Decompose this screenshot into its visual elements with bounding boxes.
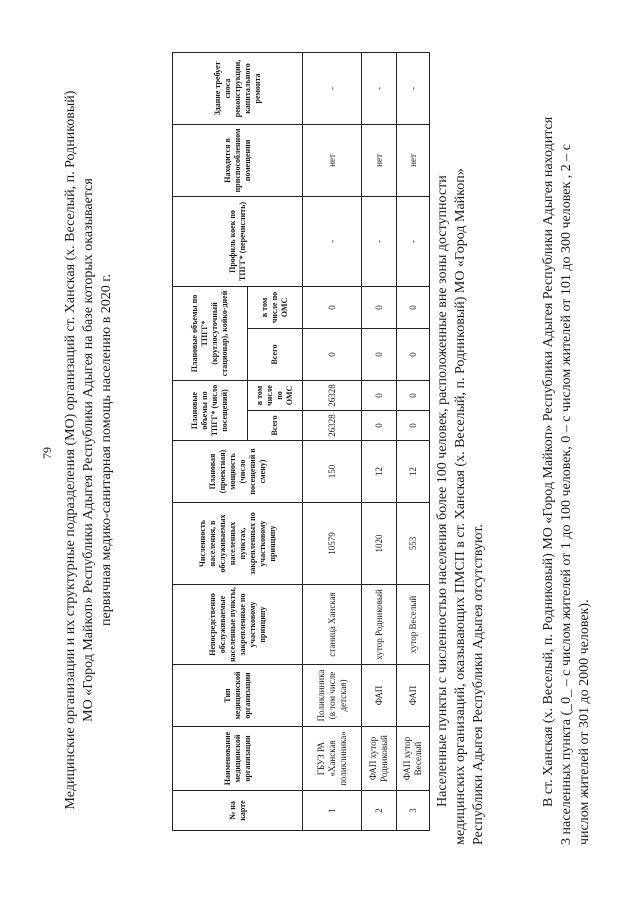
cell-adapted: нет: [303, 124, 362, 196]
header-beds-oms: в том числе по ОМС: [248, 286, 303, 328]
cell-visits-oms: 0: [362, 380, 397, 410]
header-num: № на карте: [173, 791, 303, 831]
cell-visits-total: 0: [397, 411, 430, 441]
header-visits-total: Всего: [248, 411, 303, 441]
cell-beds-oms: 0: [397, 286, 430, 328]
cell-beds-total: 0: [397, 328, 430, 380]
cell-beds-oms: 0: [303, 286, 362, 328]
medical-organizations-table: [172, 52, 430, 831]
header-profile: Профиль коек по ТПГГ* (перечислить): [173, 196, 303, 286]
cell-capacity: 12: [362, 441, 397, 503]
document-heading: [62, 65, 116, 835]
cell-population: 10579: [303, 503, 362, 585]
cell-capacity: 150: [303, 441, 362, 503]
paragraph-line: В ст. Ханская (х. Веселый, п. Родниковый) МО «Город Майкоп» Республики Адыгея Республики Адыгея находится: [541, 116, 556, 807]
cell-visits-oms: 26328: [303, 380, 362, 410]
header-capacity: Плановая (проектная) мощность (число посещений в смену): [173, 441, 303, 503]
paragraph-settlements: [540, 55, 594, 845]
table-row: [397, 52, 430, 830]
table-header-row: [173, 52, 248, 830]
cell-type: ФАП: [397, 665, 430, 727]
header-adapted: Находится в приспособленном помещении: [173, 124, 303, 196]
header-name: Наименование медицинской организации: [173, 727, 303, 791]
cell-name: ФАП хутор Веселый: [397, 727, 430, 791]
cell-population: 1020: [362, 503, 397, 585]
cell-repair: -: [397, 52, 430, 124]
cell-repair: -: [362, 52, 397, 124]
paragraph-line: 3 населенных пункта (_0_ – с числом жителей от 1 до 100 человек, 0 – с числом жителей от 101 до 300 человек , 2 – с: [559, 143, 574, 845]
cell-type: Поликлиника (в том числе детская): [303, 665, 362, 727]
cell-visits-total: 26328: [303, 411, 362, 441]
cell-num: 3: [397, 791, 430, 831]
header-visits-group: Плановые объемы по ТПГГ* (число посещений): [173, 380, 248, 440]
cell-places: хутор Веселый: [397, 585, 430, 665]
paragraph-line: медицинских организаций, оказывающих ПМСП в ст. Ханская (х. Веселый, п. Родниковый) МО «Город Майкоп»: [453, 168, 468, 845]
cell-name: ФАП хутор Родниковый: [362, 727, 397, 791]
cell-profile: -: [303, 196, 362, 286]
table-row: [362, 52, 397, 830]
cell-name: ГБУЗ РА «Ханская поликлиника»: [303, 727, 362, 791]
cell-type: ФАП: [362, 665, 397, 727]
heading-line: МО «Город Майкоп» Республики Адыгея Республики Адыгея на базе которых оказывается: [81, 178, 96, 722]
cell-places: хутор Родниковый: [362, 585, 397, 665]
page-number: 79: [40, 447, 54, 459]
cell-adapted: нет: [397, 124, 430, 196]
paragraph-line: Республики Адыгея Республики Адыгея отсутствуют.: [471, 524, 486, 845]
heading-line: первичная медико-санитарная помощь населению в 2020 г.: [99, 274, 114, 626]
heading-line: Медицинские организации и их структурные подразделения (МО) организаций ст. Ханская (х. Веселый, п. Родниковый): [63, 90, 78, 810]
table-row: [303, 52, 362, 830]
cell-profile: -: [397, 196, 430, 286]
cell-places: станица Ханская: [303, 585, 362, 665]
header-type: Тип медицинской организации: [173, 665, 303, 727]
paragraph-line: числом жителей от 301 до 2000 человек).: [577, 599, 592, 845]
paragraph-line: Населенные пункты с численностью населения более 100 человек, расположенные вне зоны доступности: [435, 175, 450, 807]
cell-adapted: нет: [362, 124, 397, 196]
cell-beds-total: 0: [362, 328, 397, 380]
cell-beds-total: 0: [303, 328, 362, 380]
cell-num: 2: [362, 791, 397, 831]
header-population: Численность населения, в обслуживаемых населенных пунктах, закрепленных по участковому принципу: [173, 503, 303, 585]
header-repair: Здание требует сноса реконструкции, капитального ремонта: [173, 52, 303, 124]
paragraph-no-coverage: [434, 55, 488, 845]
header-visits-oms: в том числе по ОМС: [248, 380, 303, 410]
header-beds-total: Всего: [248, 328, 303, 380]
cell-capacity: 12: [397, 441, 430, 503]
cell-num: 1: [303, 791, 362, 831]
cell-repair: -: [303, 52, 362, 124]
cell-beds-oms: 0: [362, 286, 397, 328]
header-beds-group: Плановые объемы по ТПГГ* (круглосуточный стационар), койко-дней: [173, 286, 248, 380]
cell-visits-oms: 0: [397, 380, 430, 410]
cell-population: 553: [397, 503, 430, 585]
header-places: Непосредственно обслуживаемые населенные пункты, закрепленные по участковому принципу: [173, 585, 303, 665]
cell-profile: -: [362, 196, 397, 286]
cell-visits-total: 0: [362, 411, 397, 441]
